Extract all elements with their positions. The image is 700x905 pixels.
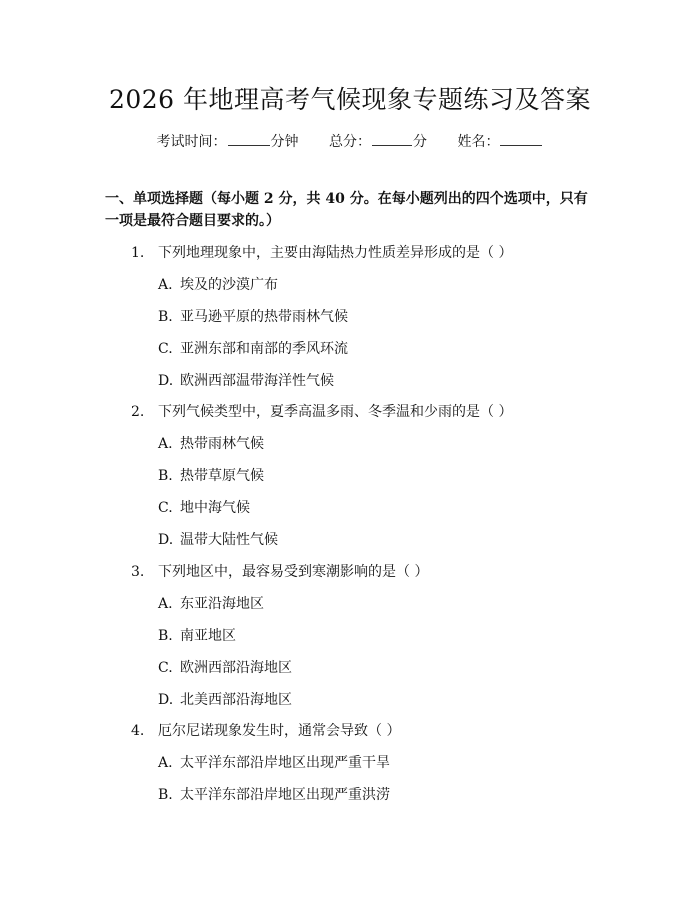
option-text: 热带雨林气候 — [180, 436, 264, 452]
student-name-field — [457, 131, 543, 151]
option-letter: D. — [158, 532, 174, 548]
answer-option — [158, 498, 250, 518]
question-text: 厄尔尼诺现象发生时，通常会导致（ ） — [158, 723, 401, 739]
total-score-field — [329, 131, 427, 151]
exam-info-line — [0, 131, 700, 151]
answer-option — [158, 434, 264, 454]
option-letter: A. — [158, 436, 173, 452]
question-number: 2. — [131, 404, 145, 420]
option-letter: A. — [158, 596, 173, 612]
student-name-blank — [500, 131, 542, 146]
question-text: 下列气候类型中，夏季高温多雨、冬季温和少雨的是（ ） — [158, 404, 513, 420]
option-text: 太平洋东部沿岸地区出现严重干旱 — [180, 755, 390, 771]
question-stem — [131, 721, 601, 741]
student-name-label: 姓名： — [457, 134, 500, 150]
answer-option — [158, 275, 278, 295]
answer-option — [158, 626, 236, 646]
exam-time-label: 考试时间： — [156, 134, 227, 150]
answer-option — [158, 371, 334, 391]
option-letter: D. — [158, 692, 174, 708]
answer-option — [158, 530, 278, 550]
option-text: 亚马逊平原的热带雨林气候 — [180, 309, 348, 325]
answer-option — [158, 339, 348, 359]
option-text: 北美西部沿海地区 — [180, 692, 292, 708]
option-letter: A. — [158, 755, 173, 771]
option-text: 欧洲西部温带海洋性气候 — [180, 373, 334, 389]
answer-option — [158, 753, 390, 773]
answer-option — [158, 594, 264, 614]
option-letter: B. — [158, 309, 173, 325]
answer-option — [158, 658, 292, 678]
option-letter: C. — [158, 500, 173, 516]
total-score-blank — [372, 131, 412, 146]
question-stem — [131, 402, 601, 422]
option-letter: B. — [158, 628, 173, 644]
option-letter: D. — [158, 373, 174, 389]
question-text: 下列地区中，最容易受到寒潮影响的是（ ） — [158, 564, 429, 580]
total-score-label: 总分： — [329, 134, 371, 150]
total-score-unit: 分 — [413, 134, 427, 150]
option-text: 埃及的沙漠广布 — [180, 277, 278, 293]
question-stem — [131, 562, 601, 582]
question-stem — [131, 243, 601, 263]
option-letter: C. — [158, 341, 173, 357]
exam-time-unit: 分钟 — [270, 134, 299, 150]
question-text: 下列地理现象中，主要由海陆热力性质差异形成的是（ ） — [158, 245, 513, 261]
question-number: 3. — [131, 564, 145, 580]
question-number: 4. — [131, 723, 145, 739]
option-text: 东亚沿海地区 — [180, 596, 264, 612]
exam-time-blank — [228, 131, 270, 146]
option-text: 热带草原气候 — [180, 468, 264, 484]
document-title: 2026 年地理高考气候现象专题练习及答案 — [108, 85, 592, 114]
question-number: 1. — [131, 245, 145, 261]
option-text: 温带大陆性气候 — [180, 532, 278, 548]
option-letter: B. — [158, 787, 173, 803]
option-text: 欧洲西部沿海地区 — [180, 660, 292, 676]
option-letter: C. — [158, 660, 173, 676]
option-text: 南亚地区 — [180, 628, 236, 644]
answer-option — [158, 466, 264, 486]
option-letter: B. — [158, 468, 173, 484]
option-text: 地中海气候 — [180, 500, 250, 516]
section-heading: 一、单项选择题（每小题 2 分，共 40 分。在每小题列出的四个选项中，只有一项是最符合题目要求的。） — [105, 191, 588, 229]
option-letter: A. — [158, 277, 173, 293]
answer-option — [158, 785, 390, 805]
answer-option — [158, 690, 292, 710]
exam-time-field — [157, 131, 299, 151]
option-text: 太平洋东部沿岸地区出现严重洪涝 — [180, 787, 390, 803]
option-text: 亚洲东部和南部的季风环流 — [180, 341, 348, 357]
answer-option — [158, 307, 348, 327]
